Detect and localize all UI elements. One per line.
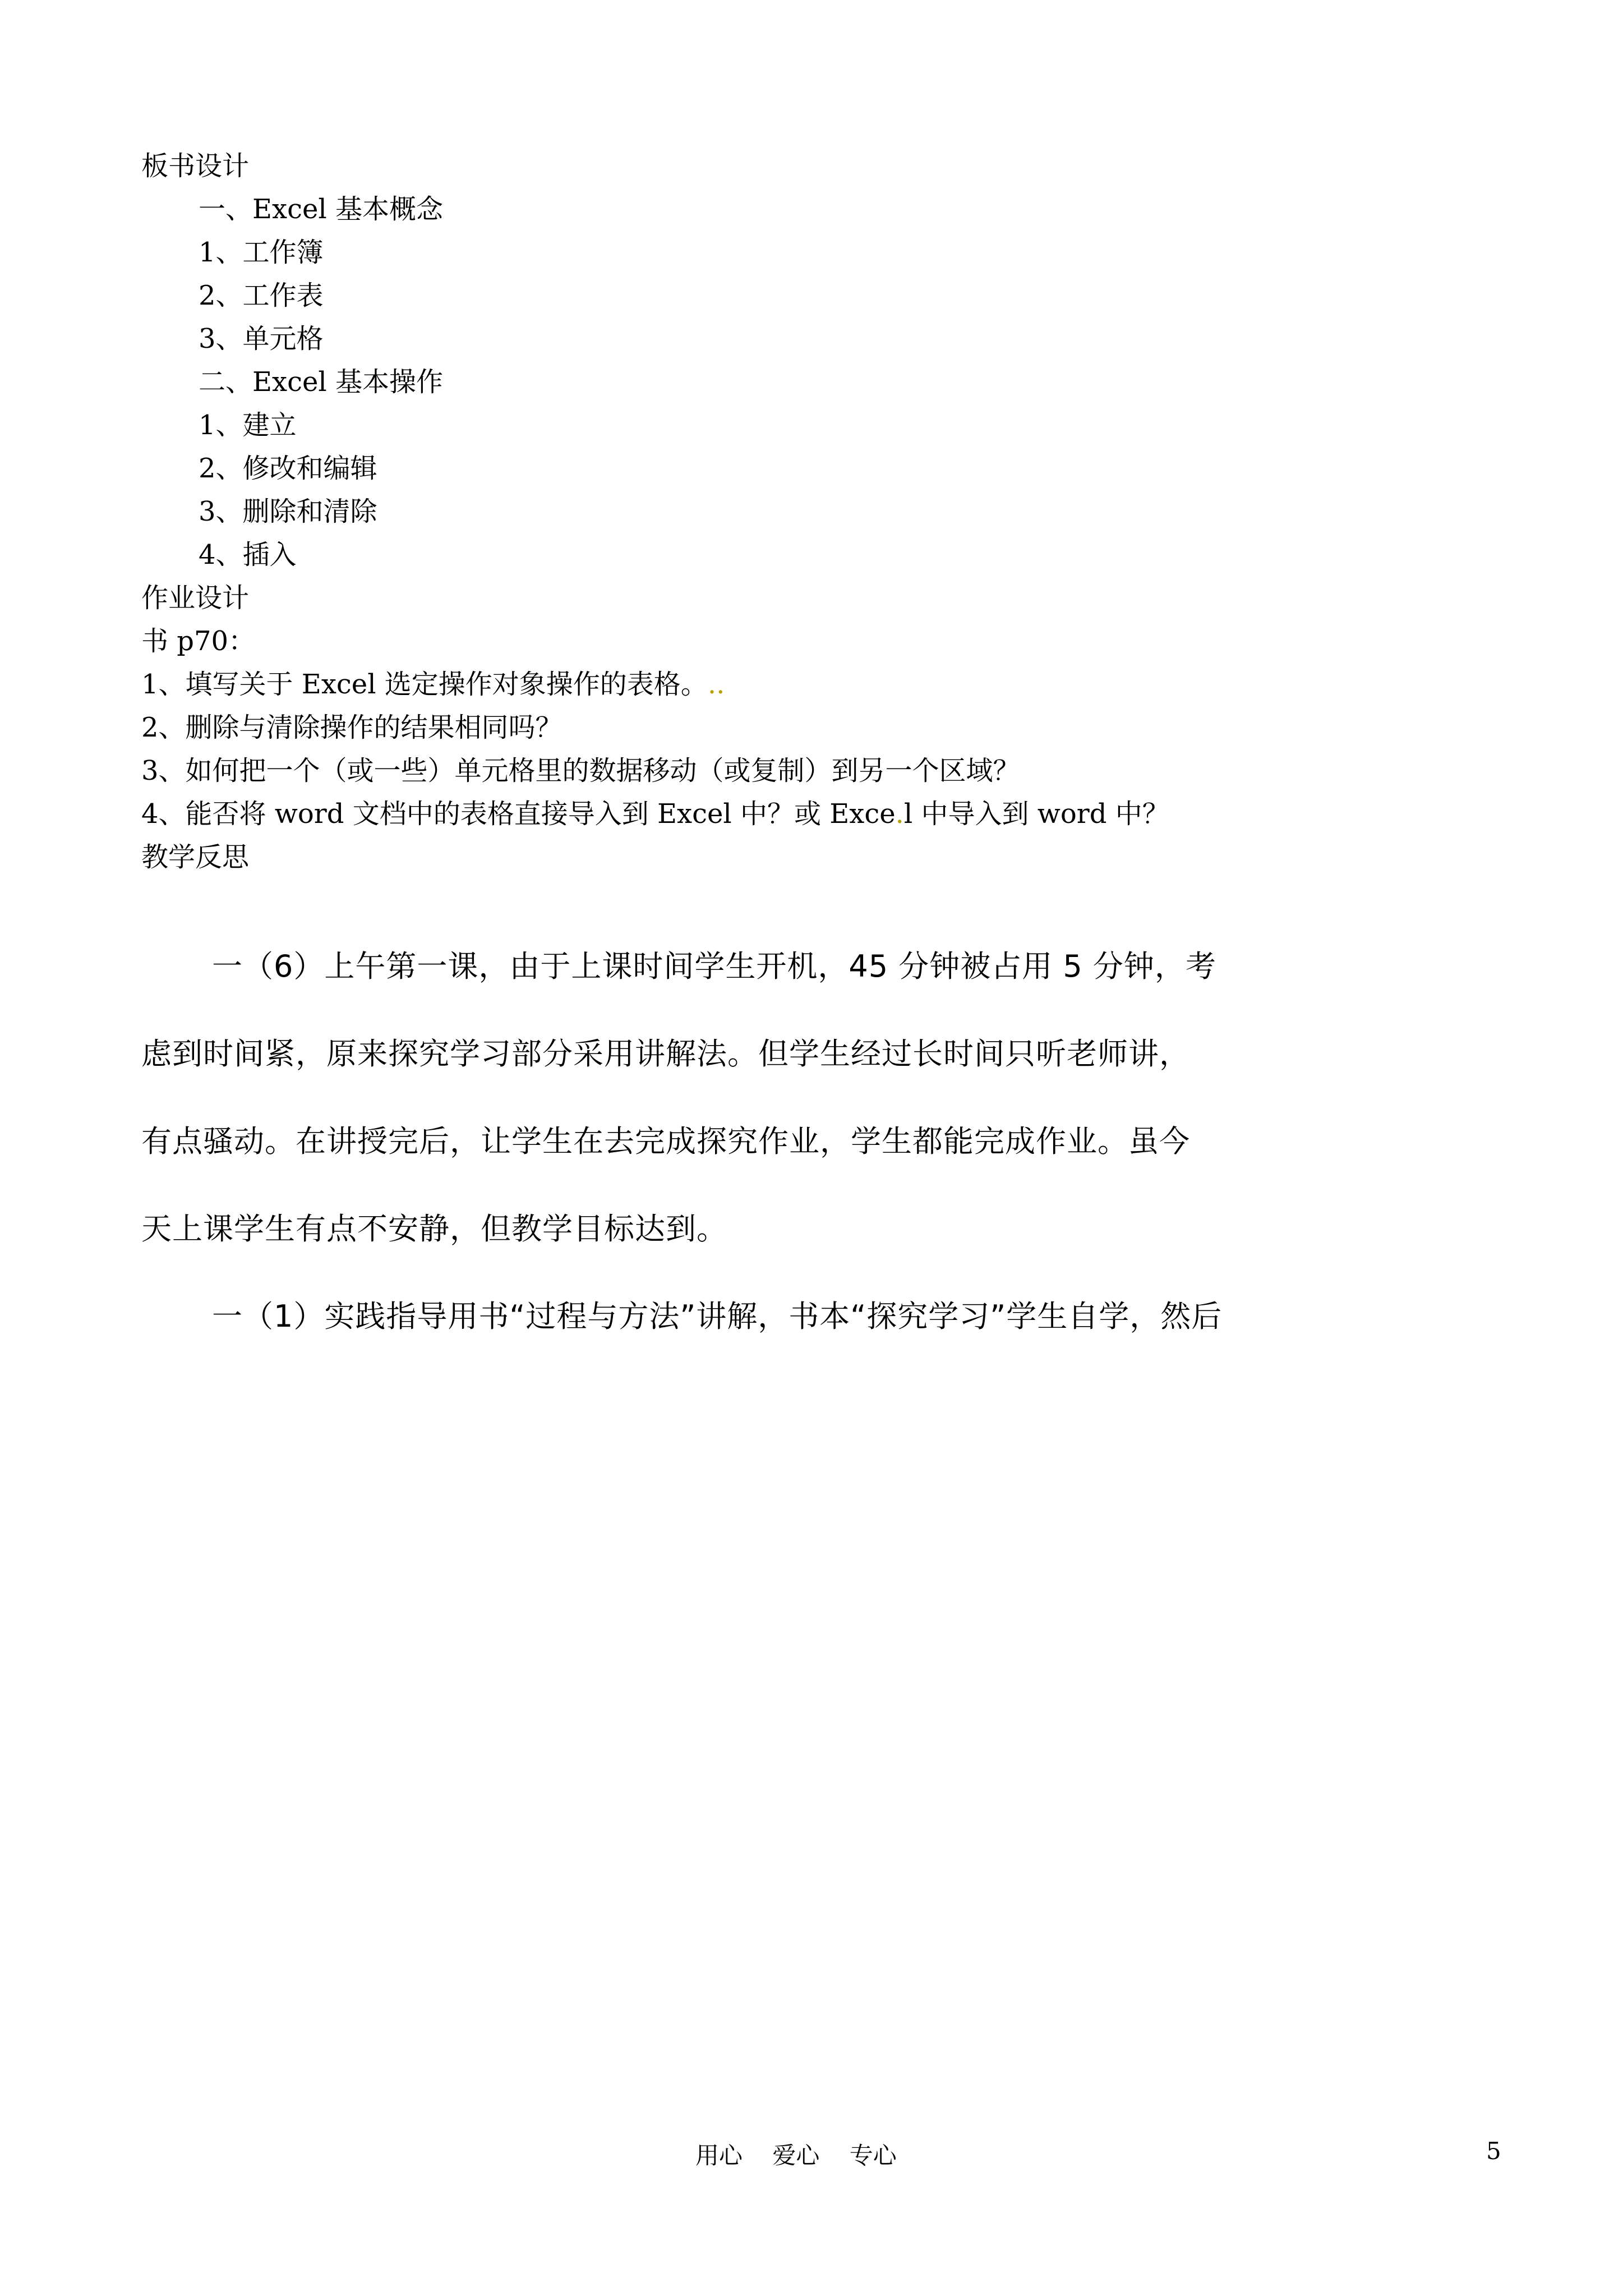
board-item: 二、Excel 基本操作: [199, 366, 444, 398]
stray-dot: .: [895, 798, 904, 830]
board-item: 一、Excel 基本概念: [199, 194, 444, 225]
board-item: 4、插入: [199, 539, 297, 570]
board-item: 3、删除和清除: [199, 496, 377, 527]
reflection-line: 一（6）上午第一课，由于上课时间学生开机，45 分钟被占用 5 分钟，考: [212, 949, 1216, 984]
board-item: 1、建立: [199, 409, 297, 441]
cut-off-line-wrapper: [0, 1279, 1623, 1334]
homework-book-ref: 书 p70：: [141, 625, 256, 657]
question-text-b: l 中导入到 word 中？: [903, 798, 1169, 830]
homework-question-4: [141, 793, 1169, 836]
homework-heading: 作业设计: [141, 582, 250, 614]
board-heading: 板书设计: [141, 150, 250, 182]
reflection-line: 虑到时间紧，原来探究学习部分采用讲解法。但学生经过长时间只听老师讲，: [141, 1036, 1190, 1071]
question-text: 1、填写关于 Excel 选定操作对象操作的表格。: [141, 669, 708, 700]
stray-dots: ..: [707, 669, 725, 700]
question-text-a: 4、能否将 word 文档中的表格直接导入到 Excel 中？或 Exce: [141, 798, 896, 830]
reflection-line: 天上课学生有点不安静，但教学目标达到。: [141, 1211, 727, 1246]
reflection-heading: 教学反思: [141, 841, 250, 873]
reflection-line: 有点骚动。在讲授完后，让学生在去完成探究作业，学生都能完成作业。虽今: [141, 1124, 1190, 1159]
homework-question-2: 2、删除与清除操作的结果相同吗？: [141, 712, 562, 743]
board-item: 3、单元格: [199, 323, 324, 355]
board-item: 2、工作表: [199, 280, 324, 311]
footer-motto: 用心 爱心 专心: [695, 2142, 897, 2169]
page-number: 5: [1486, 2137, 1501, 2165]
board-item: 1、工作簿: [199, 237, 324, 268]
board-item: 2、修改和编辑: [199, 453, 377, 484]
reflection-cut-line: 一（1）实践指导用书“过程与方法”讲解，书本“探究学习”学生自学，然后: [212, 1299, 1223, 1334]
homework-question-1: [141, 663, 725, 706]
homework-question-3: 3、如何把一个（或一些）单元格里的数据移动（或复制）到另一个区域？: [141, 755, 1020, 786]
